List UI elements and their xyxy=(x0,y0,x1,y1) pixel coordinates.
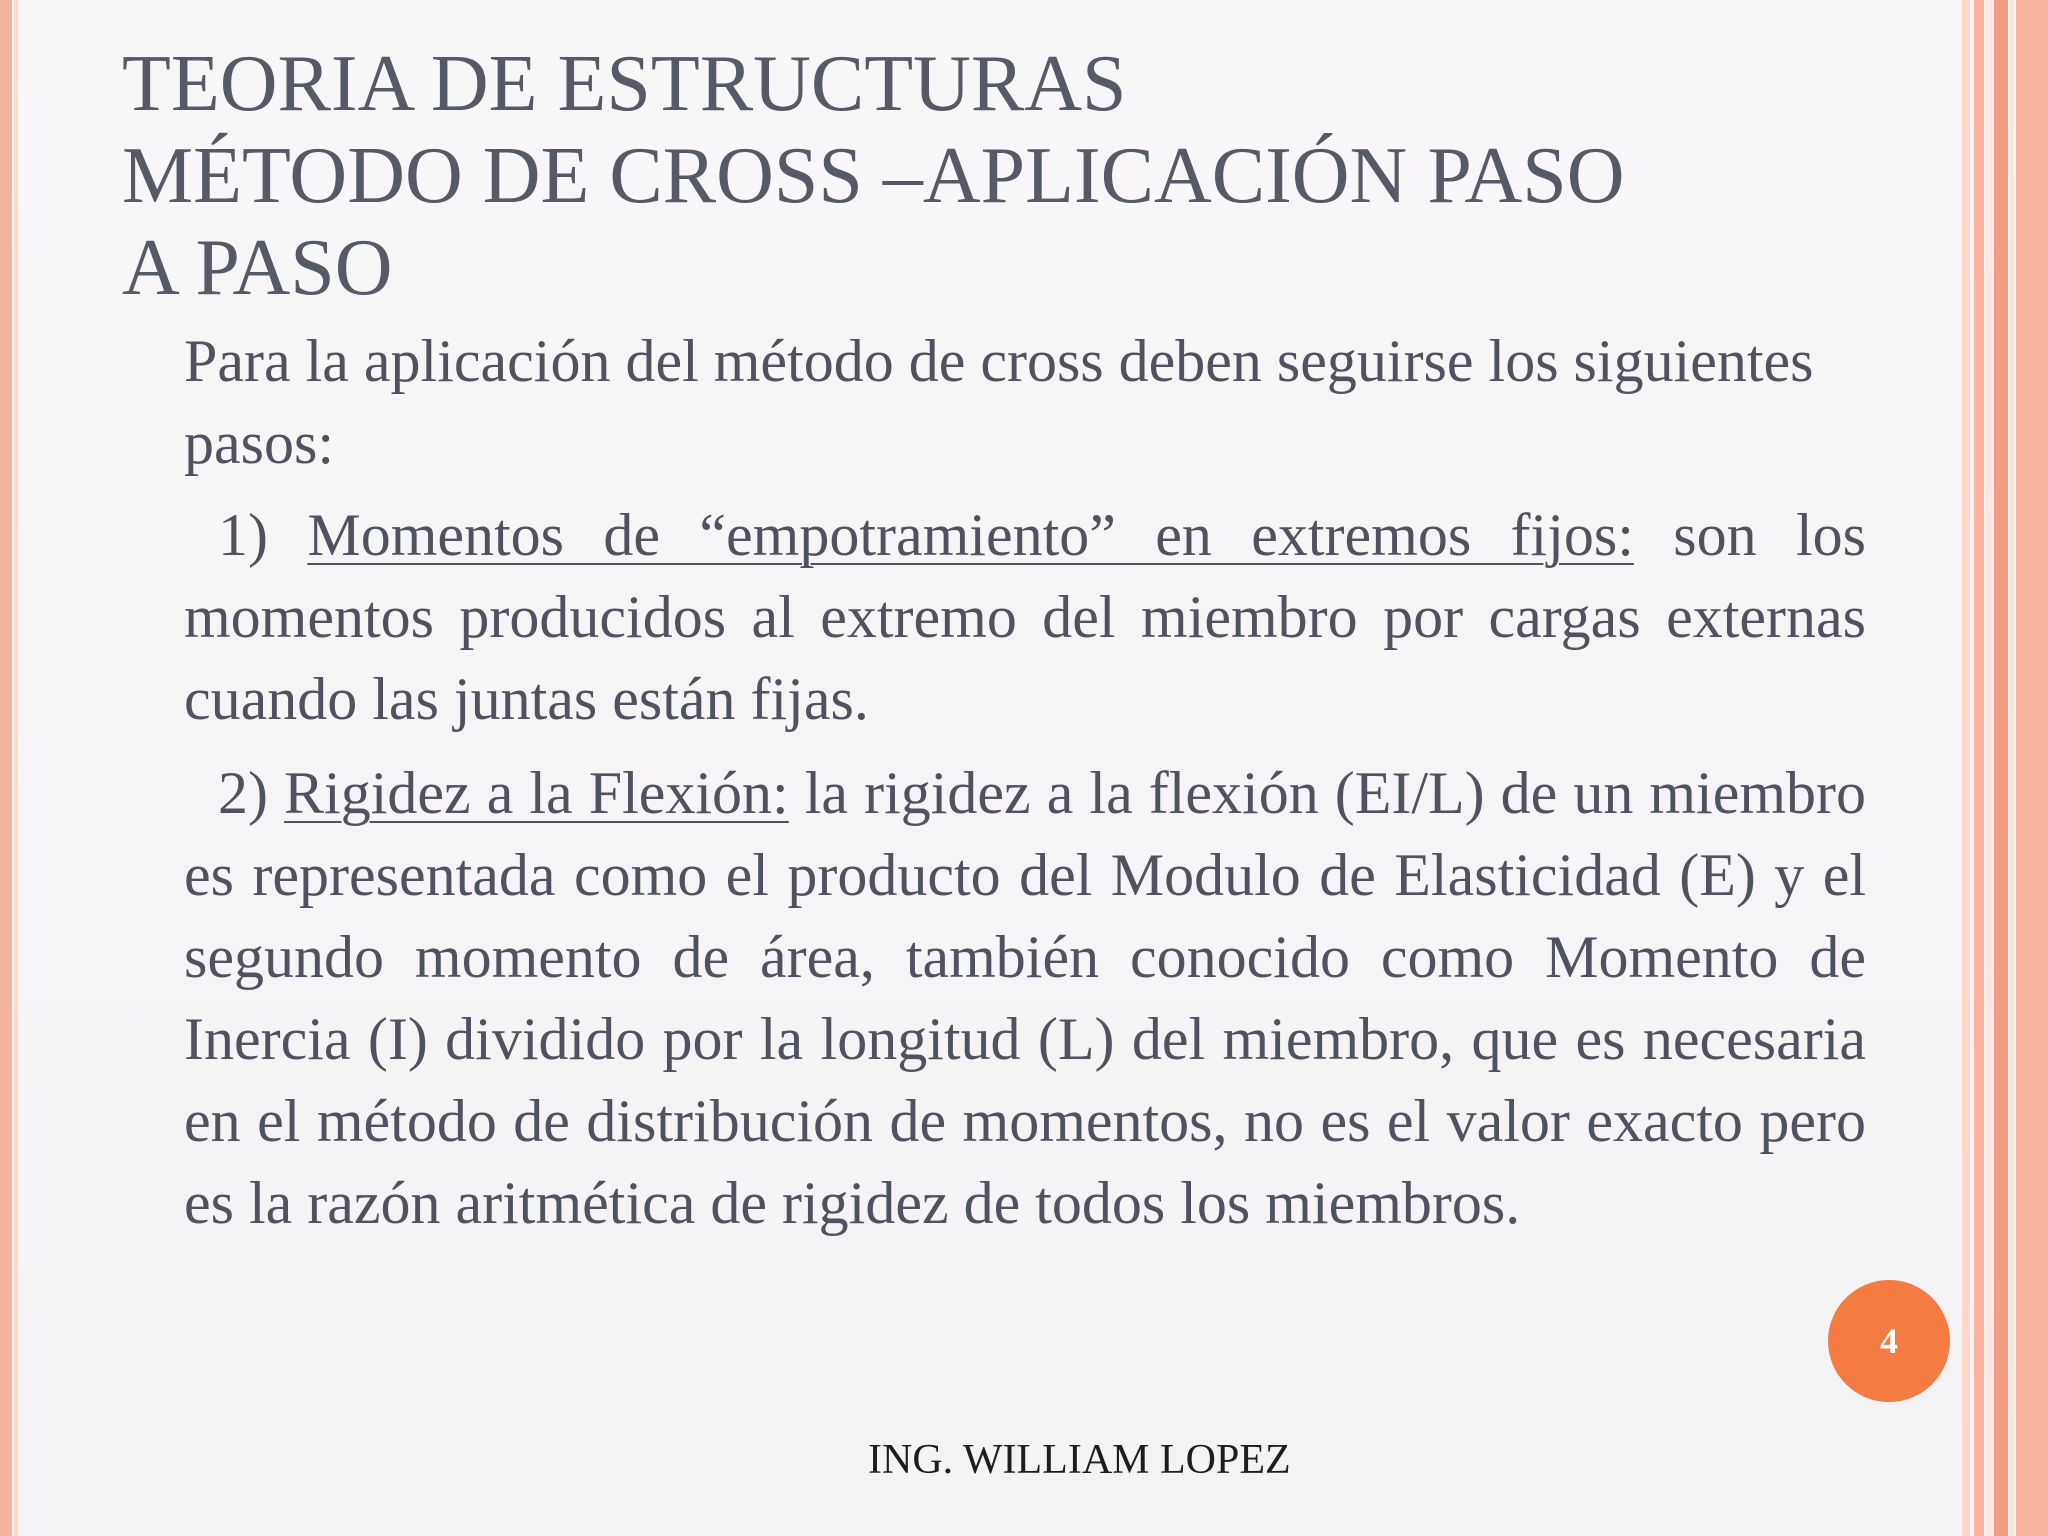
right-border-stripe xyxy=(1962,0,1970,1536)
step-1-number: 1) xyxy=(218,502,268,568)
left-border-stripe xyxy=(0,0,12,1536)
step-2-number: 2) xyxy=(218,760,268,826)
slide-title xyxy=(122,38,1762,314)
right-border-stripe xyxy=(1994,0,2008,1536)
footer-author: ING. WILLIAM LOPEZ xyxy=(868,1437,1291,1483)
page-number-badge: 4 xyxy=(1828,1280,1950,1402)
step-1-paragraph xyxy=(184,494,1866,740)
right-border-stripe xyxy=(1974,0,1984,1536)
title-line-1: TEORIA DE ESTRUCTURAS xyxy=(122,40,1127,128)
step-2-text: la rigidez a la flexión (EI/L) de un miembro es representada como el producto del Modulo de Elasticidad (E) y el segundo momento de área, también conocido como Momento de Inercia (I) dividido por la longitud (L) del miembro, que es necesaria en el método de distribución de momentos, no es el valor exacto pero es la razón aritmética de rigidez de todos los miembros. xyxy=(184,760,1867,1236)
title-line-2: MÉTODO DE CROSS –APLICACIÓN PASO xyxy=(122,132,1625,220)
title-line-3: A PASO xyxy=(122,224,393,312)
right-border-stripe xyxy=(2016,0,2048,1536)
slide-body xyxy=(184,320,1866,1256)
step-1-heading: Momentos de “empotramiento” en extremos fijos: xyxy=(307,502,1634,568)
right-border-stripe xyxy=(1986,0,1992,1536)
step-2-paragraph xyxy=(184,752,1866,1244)
step-2-heading: Rigidez a la Flexión: xyxy=(284,760,789,826)
step-1-text: son los momentos producidos al extremo del miembro por cargas externas cuando las juntas están fijas. xyxy=(184,502,1867,732)
intro-paragraph: Para la aplicación del método de cross deben seguirse los siguientes pasos: xyxy=(184,328,1814,476)
left-border-stripe-inner xyxy=(14,0,18,1536)
right-border-stripe xyxy=(2010,0,2014,1536)
